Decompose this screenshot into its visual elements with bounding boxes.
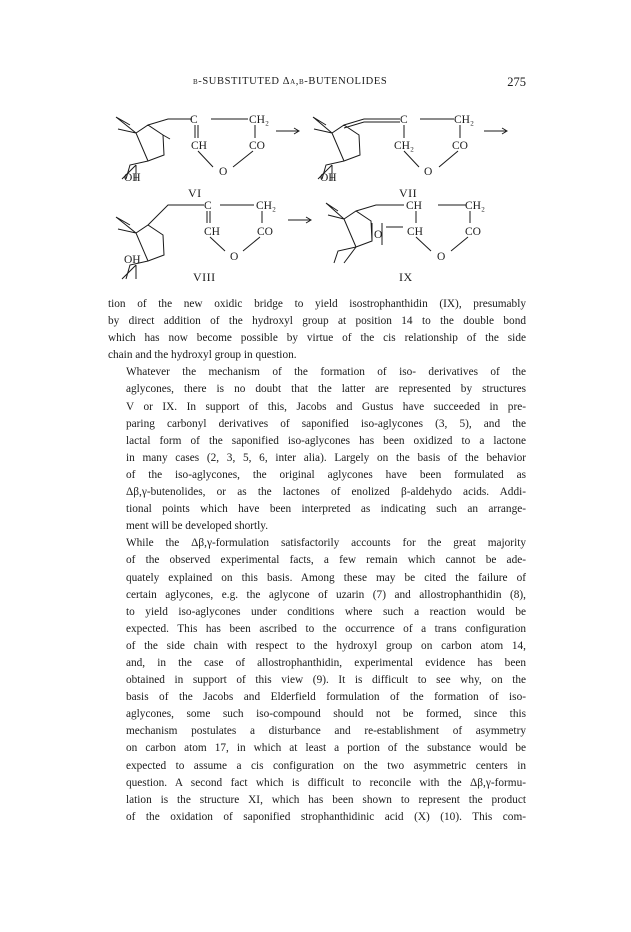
structure-ix (326, 203, 470, 263)
text-line: which has now become possible by virtue of the cis relationship of the side (108, 332, 526, 345)
ix-ch2-group: CH₂ (465, 200, 485, 212)
vii-c-atom: C (400, 114, 408, 126)
paragraph-3 (108, 535, 526, 826)
vi-co-group: CO (249, 140, 265, 152)
text-line: V or IX. In support of this, Jacobs and Gustus have succeeded in pre- (126, 400, 526, 413)
reaction-arrow-1 (276, 128, 299, 134)
structure-viii (116, 205, 262, 279)
structure-label-vii: VII (399, 186, 418, 200)
paragraph-2 (108, 364, 526, 535)
reaction-arrow-2 (484, 128, 507, 134)
running-title: β-SUBSTITUTED Δα,β-BUTENOLIDES (193, 76, 388, 87)
text-line: on carbon atom 17, in which at least a portion of the substance would be (126, 742, 526, 755)
text-line: lactal form of the saponified iso-aglycones has been oxidized to a lactone (126, 434, 526, 447)
vii-hydroxyl: OH (320, 172, 337, 184)
viii-ring-oxygen: O (230, 251, 239, 263)
viii-hydroxyl: OH (124, 254, 141, 266)
ix-bridge-oxygen: O (374, 229, 383, 241)
text-line: of the oxidation of saponified strophanthidinic acid (X) (10). This com- (126, 810, 526, 823)
text-line: ment will be developed shortly. (126, 520, 269, 533)
vii-ch2-ring-group: CH₂ (394, 140, 414, 152)
text-line: and, in the case of allostrophanthidin, experimental evidence has been (126, 656, 526, 669)
page-number: 275 (507, 75, 526, 89)
structure-label-vi: VI (188, 186, 202, 200)
text-line: expected to assume a cis configuration on the two asymmetric centers in (126, 759, 526, 772)
vi-ring-oxygen: O (219, 166, 228, 178)
structures-drawing (108, 95, 528, 290)
text-line: tional points which have been interpreted as indicating such an arrange- (126, 503, 526, 516)
text-line: in many cases (2, 3, 5, 6, inter alia). Largely on the basis of the behavior (126, 451, 526, 464)
ix-ch-atom: CH (406, 200, 422, 212)
vii-ring-oxygen: O (424, 166, 433, 178)
text-line: by direct addition of the hydroxyl group at position 14 to the double bond (108, 315, 526, 328)
text-line: of the iso-aglycones, the original aglycones have been formulated as (126, 468, 526, 481)
page-header (108, 76, 526, 92)
text-line: Whatever the mechanism of the formation of iso- derivatives of the (126, 366, 526, 379)
text-line: lation is the structure XI, which has been shown to represent the product (126, 793, 526, 806)
paragraph-1 (108, 296, 526, 364)
text-line: While the Δβ,γ-formulation satisfactorily accounts for the great majority (126, 537, 526, 550)
text-line: of the observed experimental facts, a few remain which cannot be ade- (126, 554, 526, 567)
text-line: aglycones, some such iso-compound should not be formed, since this (126, 708, 526, 721)
vi-hydroxyl: OH (124, 172, 141, 184)
viii-ch-group: CH (204, 226, 220, 238)
vi-ch2-group: CH₂ (249, 114, 269, 126)
text-line: quately explained on this basis. Among these may be cited the failure of (126, 571, 526, 584)
text-line: of the side chain with respect to the hydroxyl group on carbon atom 14, (126, 639, 526, 652)
text-line: basis of the Jacobs and Elderfield formulation of the formation of iso- (126, 691, 526, 704)
viii-ch2-group: CH₂ (256, 200, 276, 212)
vi-ch-group: CH (191, 140, 207, 152)
text-line: obtained in support of this view (9). It is difficult to see why, on the (126, 674, 526, 687)
reaction-arrow-3 (288, 217, 311, 223)
ix-ring-oxygen: O (437, 251, 446, 263)
viii-c-atom: C (204, 200, 212, 212)
text-line: tion of the new oxidic bridge to yield isostrophanthidin (IX), presumably (108, 298, 526, 310)
text-line: certain aglycones, e.g. the aglycone of uzarin (7) and allostrophanthidin (8), (126, 588, 526, 601)
structure-label-viii: VIII (193, 270, 216, 284)
ix-ch-group: CH (407, 226, 423, 238)
chemical-structures-figure (108, 95, 528, 290)
ix-co-group: CO (465, 226, 481, 238)
text-line: paring carbonyl derivatives of saponified iso-aglycones (3, 5), and the (126, 417, 526, 430)
text-line: aglycones, there is no doubt that the latter are represented by structures (126, 383, 526, 396)
text-line: question. A second fact which is difficult to reconcile with the Δβ,γ-formu- (126, 776, 526, 789)
viii-co-group: CO (257, 226, 273, 238)
vii-co-group: CO (452, 140, 468, 152)
structure-label-ix: IX (399, 270, 413, 284)
body-text (108, 296, 526, 826)
text-line: expected. This has been ascribed to the occurrence of a trans configuration (126, 622, 526, 635)
vi-c-atom: C (190, 114, 198, 126)
text-line: mechanism postulates a disturbance and re-establishment of asymmetry (126, 725, 526, 738)
text-line: to yield iso-aglycones under conditions where such a reaction would be (126, 605, 526, 618)
text-line: chain and the hydroxyl group in question. (108, 349, 297, 362)
vii-ch2-group: CH₂ (454, 114, 474, 126)
text-line: Δβ,γ-butenolides, or as the lactones of enolized β-aldehydo acids. Addi- (126, 486, 526, 499)
